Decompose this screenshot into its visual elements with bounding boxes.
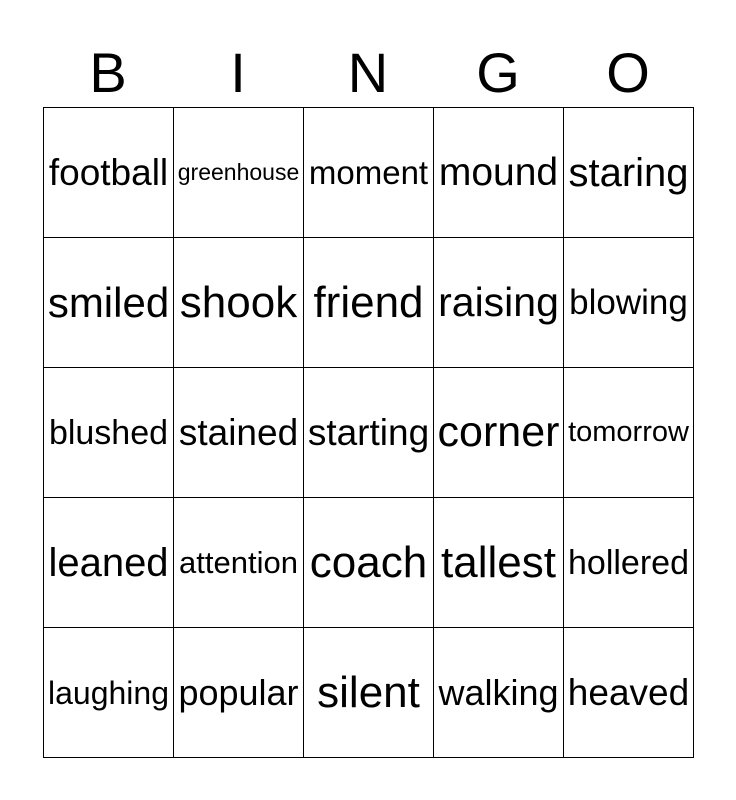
cell-word: laughing — [48, 674, 169, 711]
bingo-cell[interactable] — [564, 108, 694, 238]
cell-word: staring — [568, 150, 689, 195]
cell-word: shook — [179, 277, 298, 327]
cell-word: leaned — [48, 540, 169, 585]
cell-word: stained — [178, 412, 299, 453]
bingo-cell[interactable] — [304, 498, 434, 628]
bingo-card — [43, 107, 694, 758]
bingo-cell[interactable] — [434, 368, 564, 498]
bingo-header — [43, 40, 693, 106]
bingo-cell[interactable] — [174, 108, 304, 238]
cell-word: walking — [438, 671, 559, 713]
bingo-cell[interactable] — [44, 368, 174, 498]
cell-word: starting — [307, 412, 430, 453]
cell-word: heaved — [567, 672, 690, 713]
bingo-cell[interactable] — [174, 238, 304, 368]
cell-word: football — [48, 152, 169, 193]
bingo-cell[interactable] — [304, 628, 434, 758]
header-letter-o: O — [606, 41, 650, 104]
bingo-cell[interactable] — [434, 108, 564, 238]
cell-word: silent — [317, 667, 420, 717]
bingo-cell[interactable] — [564, 628, 694, 758]
cell-word: friend — [313, 277, 424, 327]
cell-word: raising — [438, 279, 559, 325]
cell-word: tomorrow — [568, 416, 689, 448]
bingo-cell[interactable] — [564, 238, 694, 368]
bingo-cell[interactable] — [44, 108, 174, 238]
bingo-cell[interactable] — [564, 368, 694, 498]
bingo-cell[interactable] — [174, 628, 304, 758]
cell-word: tallest — [441, 537, 556, 587]
cell-word: attention — [179, 545, 298, 580]
cell-word: smiled — [47, 278, 170, 326]
cell-word: coach — [309, 537, 428, 587]
bingo-cell[interactable] — [434, 498, 564, 628]
bingo-cell[interactable] — [174, 368, 304, 498]
bingo-cell[interactable] — [44, 628, 174, 758]
header-letter-i: I — [230, 41, 246, 104]
bingo-cell[interactable] — [304, 238, 434, 368]
bingo-cell[interactable] — [174, 498, 304, 628]
cell-word: corner — [437, 408, 560, 456]
bingo-cell[interactable] — [564, 498, 694, 628]
cell-word: mound — [438, 151, 559, 194]
cell-word: blushed — [48, 413, 169, 452]
bingo-cell[interactable] — [434, 238, 564, 368]
cell-word: blowing — [569, 283, 688, 322]
bingo-cell[interactable] — [304, 108, 434, 238]
header-letter-b: B — [89, 41, 127, 104]
cell-word: moment — [308, 154, 429, 191]
cell-word: hollered — [568, 543, 689, 582]
bingo-cell[interactable] — [304, 368, 434, 498]
header-letter-n: N — [347, 41, 389, 104]
bingo-cell[interactable] — [44, 238, 174, 368]
bingo-cell[interactable] — [44, 498, 174, 628]
cell-word: popular — [178, 671, 299, 713]
bingo-cell[interactable] — [434, 628, 564, 758]
cell-word: greenhouse — [177, 159, 300, 185]
header-letter-g: G — [476, 41, 520, 104]
